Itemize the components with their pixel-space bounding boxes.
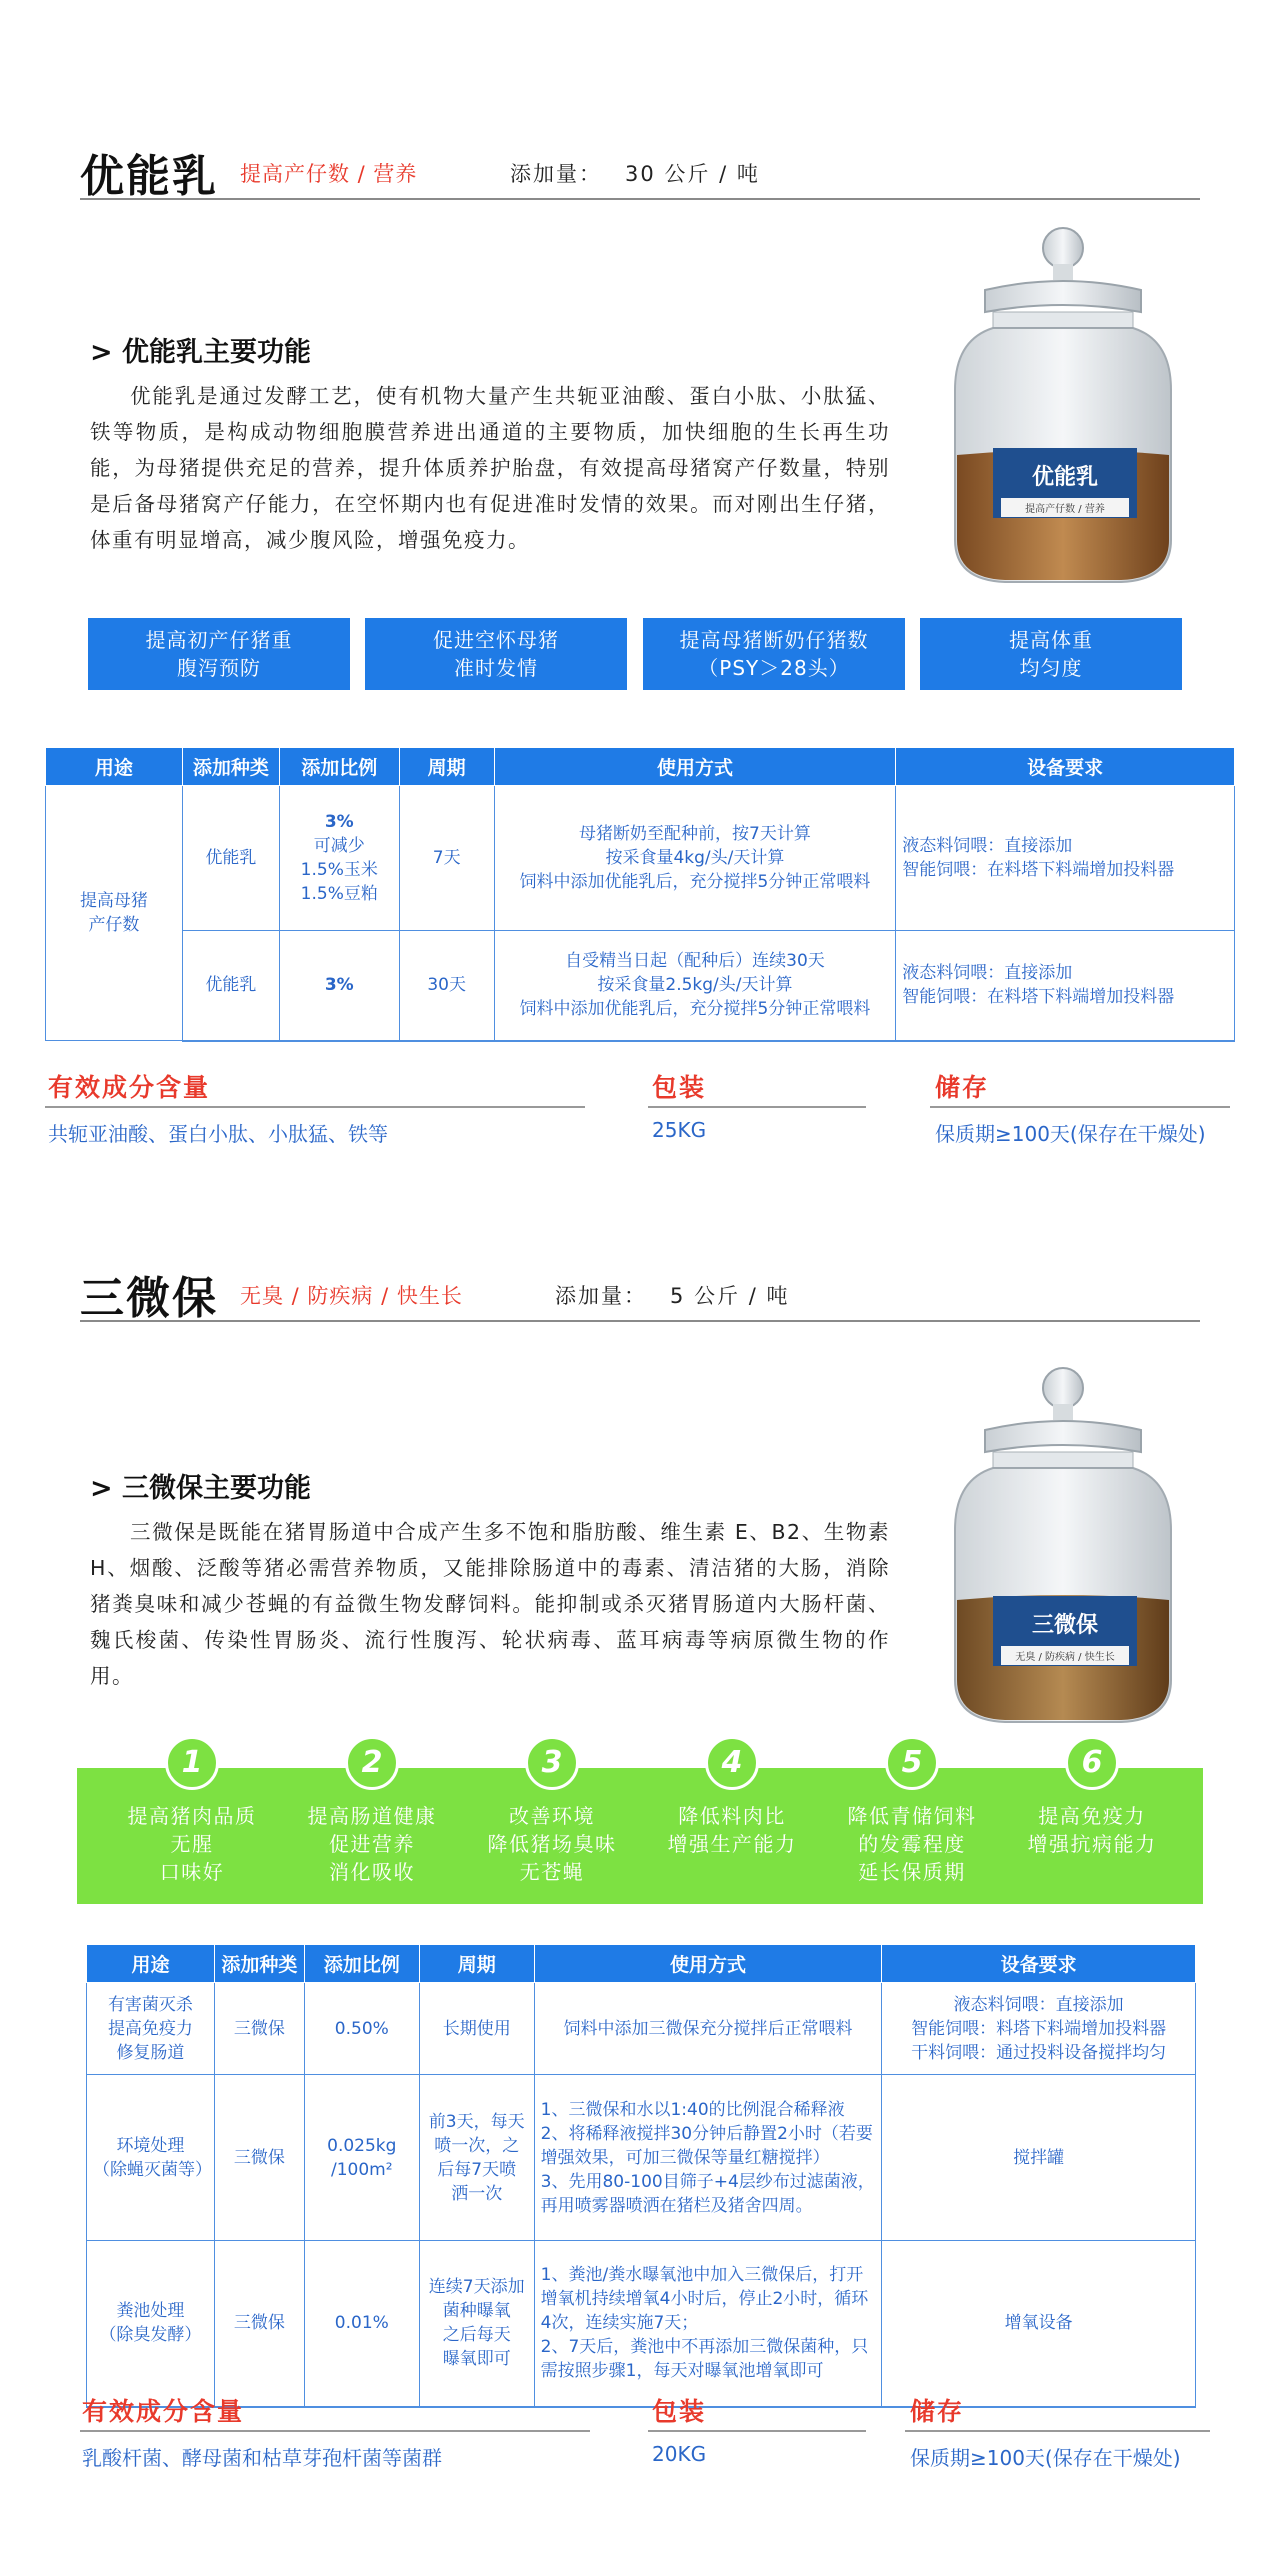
ingredient-heading: 有效成分含量 xyxy=(82,2397,245,2426)
feature-text-6: 提高免疫力 增强抗病能力 xyxy=(1027,1804,1157,1856)
feature-number-2: 2 xyxy=(345,1736,399,1790)
divider xyxy=(930,1106,1230,1108)
table-header: 设备要求 xyxy=(882,1945,1196,1983)
ratio-sub: 可减少 1.5%玉米 1.5%豆粕 xyxy=(300,836,378,904)
purpose-cell: 环境处理 （除蝇灭菌等） xyxy=(87,2075,215,2241)
feature-line: 提高体重 xyxy=(1009,628,1093,652)
feature-text-4: 降低料肉比 增强生产能力 xyxy=(667,1804,797,1856)
table-row xyxy=(87,1983,1196,2075)
dose-value: 5 公斤 / 吨 xyxy=(670,1284,790,1308)
ratio-cell xyxy=(279,786,399,931)
usage-table-2 xyxy=(86,1944,1196,2408)
ingredient-heading: 有效成分含量 xyxy=(48,1073,211,1102)
product-jar-image xyxy=(945,220,1185,590)
jar-sublabel: 提高产仔数 / 营养 xyxy=(1001,498,1129,517)
table-header: 用途 xyxy=(46,748,183,786)
method-cell: 自受精当日起（配种后）连续30天 按采食量2.5kg/头/天计算 饲料中添加优能乳后，充分搅拌5分钟正常喂料 xyxy=(494,931,896,1041)
method-cell: 1、粪池/粪水曝氧池中加入三微保后，打开增氧机持续增氧4小时后，停止2小时，循环4次，连续实施7天； 2、7天后，粪池中不再添加三微保菌种，只需按照步骤1，每天对曝氧池增氧即可 xyxy=(534,2241,882,2407)
table-row xyxy=(87,2241,1196,2407)
table-header-row xyxy=(46,748,1235,786)
ratio-cell: 0.50% xyxy=(304,1983,419,2075)
dose-label: 添加量： xyxy=(555,1284,647,1308)
feature-text-1: 提高猪肉品质 无腥 口味好 xyxy=(127,1804,257,1884)
product-name: 三微保 xyxy=(80,1273,218,1324)
table-header: 添加种类 xyxy=(182,748,279,786)
feature-box-1 xyxy=(88,618,350,690)
product-title-row xyxy=(80,140,1200,200)
feature-number-5: 5 xyxy=(885,1736,939,1790)
product-name: 优能乳 xyxy=(80,151,218,202)
table-header: 添加比例 xyxy=(279,748,399,786)
function-heading: > 三微保主要功能 xyxy=(90,1473,312,1504)
method-cell: 母猪断奶至配种前，按7天计算 按采食量4kg/头/天计算 饲料中添加优能乳后，充分搅拌5分钟正常喂料 xyxy=(494,786,896,931)
table-header: 添加种类 xyxy=(214,1945,304,1983)
package-heading: 包装 xyxy=(652,2397,707,2426)
product-jar-image xyxy=(945,1360,1185,1730)
feature-text-2: 提高肠道健康 促进营养 消化吸收 xyxy=(307,1804,437,1884)
method-cell: 1、三微保和水以1:40的比例混合稀释液 2、将稀释液搅拌30分钟后静置2小时（若要增强效果，可加三微保等量红糖搅拌） 3、先用80-100目筛子+4层纱布过滤菌液，再用喷雾器喷洒在猪栏及猪舍四周。 xyxy=(534,2075,882,2241)
storage-value: 保质期≥100天(保存在干燥处) xyxy=(935,1122,1206,1146)
feature-number-4: 4 xyxy=(705,1736,759,1790)
product-tagline: 无臭 / 防疾病 / 快生长 xyxy=(240,1284,463,1308)
package-value: 25KG xyxy=(652,1118,707,1142)
jar-sublabel: 无臭 / 防疾病 / 快生长 xyxy=(1001,1646,1129,1665)
divider xyxy=(905,2430,1210,2432)
jar-icon xyxy=(945,220,1185,590)
ratio-main: 3% xyxy=(324,812,354,832)
divider xyxy=(80,2430,590,2432)
usage-table xyxy=(45,747,1235,1042)
feature-number-3: 3 xyxy=(525,1736,579,1790)
kind-cell: 优能乳 xyxy=(182,931,279,1041)
storage-value: 保质期≥100天(保存在干燥处) xyxy=(910,2446,1181,2470)
cycle-cell: 30天 xyxy=(399,931,494,1041)
cycle-cell: 7天 xyxy=(399,786,494,931)
storage-heading: 储存 xyxy=(910,2397,965,2426)
equip-cell: 增氧设备 xyxy=(882,2241,1196,2407)
divider xyxy=(45,1106,585,1108)
function-heading: > 优能乳主要功能 xyxy=(90,337,312,368)
package-heading: 包装 xyxy=(652,1073,707,1102)
kind-cell: 三微保 xyxy=(214,2241,304,2407)
kind-cell: 优能乳 xyxy=(182,786,279,931)
feature-line: 均匀度 xyxy=(1019,656,1083,680)
table-header: 使用方式 xyxy=(534,1945,882,1983)
jar-label: 三微保 xyxy=(1031,1613,1098,1638)
ratio-cell: 0.025kg /100m² xyxy=(304,2075,419,2241)
cycle-cell: 连续7天添加 菌种曝氧 之后每天 曝氧即可 xyxy=(419,2241,534,2407)
cycle-cell: 长期使用 xyxy=(419,1983,534,2075)
table-header: 用途 xyxy=(87,1945,215,1983)
table-row xyxy=(46,931,1235,1041)
feature-line: （PSY＞28头） xyxy=(698,656,850,680)
feature-number-6: 6 xyxy=(1065,1736,1119,1790)
feature-text-5: 降低青储饲料 的发霉程度 延长保质期 xyxy=(847,1804,977,1884)
feature-line: 提高母猪断奶仔猪数 xyxy=(679,628,869,652)
feature-line: 准时发情 xyxy=(454,656,538,680)
cycle-cell: 前3天，每天 喷一次，之 后每7天喷 洒一次 xyxy=(419,2075,534,2241)
package-value: 20KG xyxy=(652,2442,707,2466)
table-header: 设备要求 xyxy=(896,748,1235,786)
table-row xyxy=(46,786,1235,931)
product-section-youneng xyxy=(0,0,1280,1230)
purpose-cell: 有害菌灭杀 提高免疫力 修复肠道 xyxy=(87,1983,215,2075)
table-header: 添加比例 xyxy=(304,1945,419,1983)
purpose-cell: 提高母猪 产仔数 xyxy=(46,786,183,1041)
kind-cell: 三微保 xyxy=(214,1983,304,2075)
product-title-row xyxy=(80,1262,1200,1322)
feature-box-3 xyxy=(643,618,905,690)
jar-icon xyxy=(945,1360,1185,1730)
function-description: 优能乳是通过发酵工艺，使有机物大量产生共轭亚油酸、蛋白小肽、小肽猛、铁等物质，是构成动物细胞膜营养进出通道的主要物质，加快细胞的生长再生功能，为母猪提供充足的营养，提升体质养护胎盘，有效提高母猪窝产仔数量，特别是后备母猪窝产仔能力，在空怀期内也有促进准时发情的效果。而对刚出生仔猪，体重有明显增高，减少腹风险，增强免疫力。 xyxy=(90,384,890,552)
divider xyxy=(648,1106,866,1108)
ingredient-value: 共轭亚油酸、蛋白小肽、小肽猛、铁等 xyxy=(48,1122,388,1146)
feature-box-2 xyxy=(365,618,627,690)
equip-cell: 搅拌罐 xyxy=(882,2075,1196,2241)
ingredient-value: 乳酸杆菌、酵母菌和枯草芽孢杆菌等菌群 xyxy=(82,2446,442,2470)
table-row xyxy=(87,2075,1196,2241)
equip-cell: 液态料饲喂：直接添加 智能饲喂：料塔下料端增加投料器 干料饲喂：通过投料设备搅拌均匀 xyxy=(882,1983,1196,2075)
feature-number-1: 1 xyxy=(165,1736,219,1790)
divider xyxy=(648,2430,866,2432)
equip-cell: 液态料饲喂：直接添加 智能饲喂：在料塔下料端增加投料器 xyxy=(896,931,1235,1041)
dose-value: 30 公斤 / 吨 xyxy=(625,162,760,186)
feature-line: 提高初产仔猪重 xyxy=(145,628,293,652)
function-description: 三微保是既能在猪胃肠道中合成产生多不饱和脂肪酸、维生素 E、B2、生物素 H、烟酸、泛酸等猪必需营养物质，又能排除肠道中的毒素、清洁猪的大肠，消除猪粪臭味和减少苍蝇的有益微生物发酵饲料。能抑制或杀灭猪胃肠道内大肠杆菌、魏氏梭菌、传染性胃肠炎、流行性腹泻、轮状病毒、蓝耳病毒等病原微生物的作用。 xyxy=(90,1520,890,1688)
feature-box-4 xyxy=(920,618,1182,690)
method-cell: 饲料中添加三微保充分搅拌后正常喂料 xyxy=(534,1983,882,2075)
table-header-row xyxy=(87,1945,1196,1983)
dose-label: 添加量： xyxy=(510,162,602,186)
purpose-cell: 粪池处理 （除臭发酵） xyxy=(87,2241,215,2407)
feature-line: 促进空怀母猪 xyxy=(433,628,559,652)
table-header: 使用方式 xyxy=(494,748,896,786)
table-header: 周期 xyxy=(399,748,494,786)
jar-label: 优能乳 xyxy=(1031,465,1098,490)
feature-line: 腹泻预防 xyxy=(177,656,261,680)
table-header: 周期 xyxy=(419,1945,534,1983)
equip-cell: 液态料饲喂：直接添加 智能饲喂：在料塔下料端增加投料器 xyxy=(896,786,1235,931)
storage-heading: 储存 xyxy=(935,1073,990,1102)
ratio-cell: 3% xyxy=(279,931,399,1041)
ratio-cell: 0.01% xyxy=(304,2241,419,2407)
kind-cell: 三微保 xyxy=(214,2075,304,2241)
feature-text-3: 改善环境 降低猪场臭味 无苍蝇 xyxy=(487,1804,617,1884)
product-tagline: 提高产仔数 / 营养 xyxy=(240,162,418,186)
